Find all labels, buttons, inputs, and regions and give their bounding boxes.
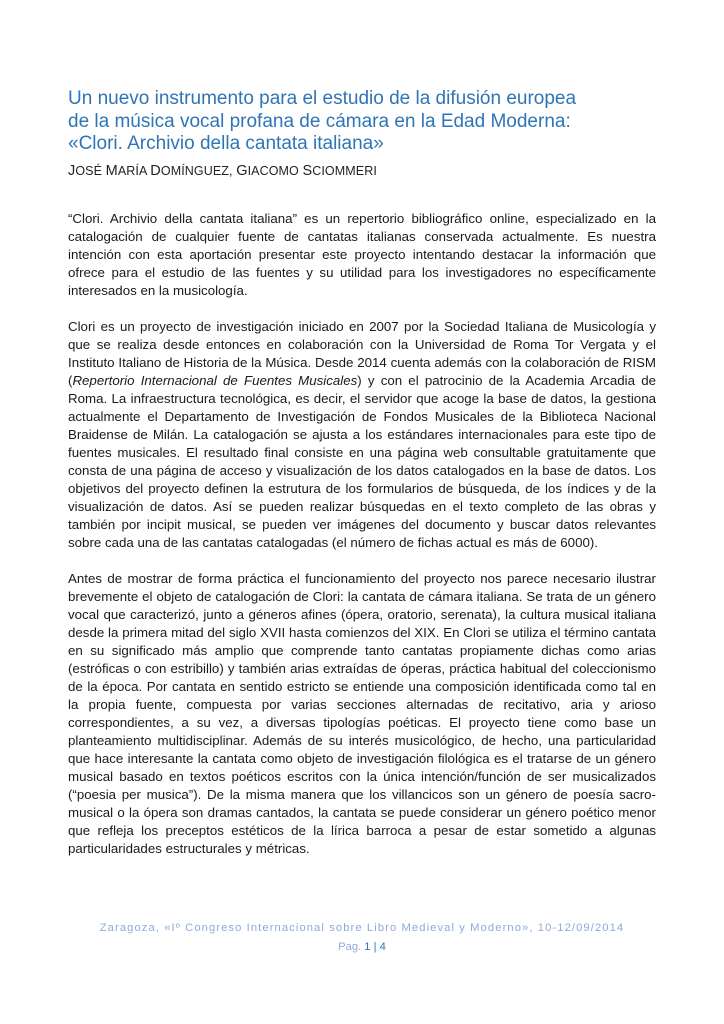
article-body — [68, 210, 656, 876]
paragraph-2: Clori es un proyecto de investigación iniciado en 2007 por la Sociedad Italiana de Musicología y que se realiza desde entonces en colaboración con la Universidad de Roma Tor Vergata y el Instituto Italiano de Historia de la Música. Desde 2014 cuenta además con la colaboración de RISM (Repertorio Internacional de Fuentes Musicales) y con el patrocinio de la Academia Arcadia de Roma. La infraestructura tecnológica, es decir, el servidor que acoge la base de datos, la gestiona actualmente el Departamento de Investigación de Fondos Musicales de la Biblioteca Nacional Braidense de Milán. La catalogación se ajusta a los estándares internacionales para este tipo de fuentes musicales. El resultado final consiste en una página web consultable gratuitamente que consta de una página de acceso y visualización de los datos catalogados en la base de datos. Los objetivos del proyecto definen la estrutura de los formularios de búsqueda, de los índices y de la visualización de datos. Así se pueden realizar búsquedas en el texto completo de las obras y también por incipit musical, se pueden ver imágenes del documento y buscar datos relevantes sobre cada una de las cantatas catalogadas (el número de fichas actual es más de 6000). — [68, 319, 656, 550]
title-line-3: «Clori. Archivio della cantata italiana» — [68, 133, 384, 154]
title-line-1: Un nuevo instrumento para el estudio de la difusión europea — [68, 88, 577, 109]
author-2: GIACOMO SCIOMMERI — [236, 163, 377, 179]
paragraph-3: Antes de mostrar de forma práctica el funcionamiento del proyecto nos parece necesario ilustrar brevemente el objeto de catalogación de Clori: la cantata de cámara italiana. Se trata de un género vocal que caracterizó, junto a géneros afines (ópera, oratorio, serenata), la cultura musical italiana desde la primera mitad del siglo XVII hasta comienzos del XIX. En Clori se utiliza el término cantata en su significado más amplio que comprende tanto cantatas propiamente dichas como arias (estróficas o con estribillo) y también arias extraídas de óperas, práctica habitual del coleccionismo de la época. Por cantata en sentido estricto se entiende una composición identificada como tal en la propia fuente, compuesta por varias secciones alternadas de recitativo, aria y arioso correspondientes, a su vez, a diversas tipologías poéticas. El proyecto tiene como base un planteamiento multidisciplinar. Además de su interés musicológico, de hecho, una particularidad que hace interesante la cantata como objeto de investigación filológica es el tratarse de un género musical basado en textos poéticos escritos con la única intención/función de ser musicalizados (“poesia per musica”). De la misma manera que los villancicos son un género de poesía sacro-musical o la ópera son dramas cantados, la cantata se puede considerar un género poético menor que refleja los preceptos estéticos de la lírica barroca a pesar de estar sometido a algunas particularidades estructurales y métricas. — [68, 571, 656, 856]
author-1: JOSÉ MARÍA DOMÍNGUEZ, — [68, 163, 237, 179]
paragraph-1: “Clori. Archivio della cantata italiana” es un repertorio bibliográfico online, especializado en la catalogación de cualquier fuente de cantatas italianas conservada actualmente. Es nuestra intención con esta aportación presentar este proyecto intentando destacar la información que ofrece para el estudio de las fuentes y su utilidad para los investigadores no específicamente interesados en la musicología. — [68, 211, 656, 298]
page-total: 4 — [379, 941, 386, 953]
title-line-2: de la música vocal profana de cámara en la Edad Moderna: — [68, 110, 571, 132]
footer-conference: Zaragoza, «Iº Congreso Internacional sobre Libro Medieval y Moderno», 10-12/09/2014 — [99, 922, 625, 934]
page-current: 1 — [364, 941, 371, 953]
page-number: Pag. 1 | 4 — [338, 941, 386, 953]
document-title — [68, 88, 668, 156]
rism-name: Repertorio Internacional de Fuentes Musicales — [72, 373, 358, 388]
authors-line — [68, 163, 668, 179]
